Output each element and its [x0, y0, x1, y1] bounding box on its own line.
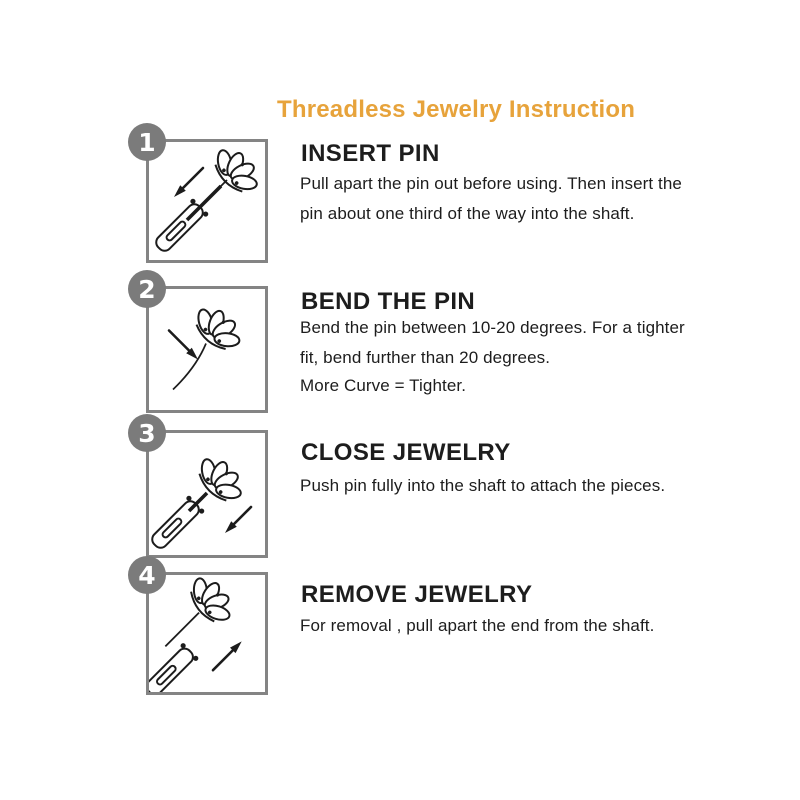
step-2-body-line-2: fit, bend further than 20 degrees.: [300, 348, 551, 367]
page-title: Threadless Jewelry Instruction: [277, 96, 636, 123]
step-1-heading: INSERT PIN: [301, 140, 440, 167]
step-1-number-badge: [128, 123, 166, 161]
step-3-body-line-1: Push pin fully into the shaft to attach the pieces.: [300, 476, 666, 495]
step-3-number-badge: [128, 414, 166, 452]
step-2-illustration-box: [146, 286, 268, 413]
arrow-down-right-icon: [169, 331, 198, 360]
illustration-insert-pin: [149, 142, 265, 260]
step-2-number: 2: [138, 274, 156, 304]
step-2-heading: BEND THE PIN: [301, 288, 476, 315]
arrow-up-right-icon: [213, 641, 242, 670]
step-4-illustration-box: [146, 572, 268, 695]
step-3-heading: CLOSE JEWELRY: [301, 439, 511, 466]
step-2-body-line-1: Bend the pin between 10-20 degrees. For a tighter: [300, 318, 685, 337]
step-1-number: 1: [138, 127, 156, 157]
step-3-illustration-box: [146, 430, 268, 558]
step-4-number-badge: [128, 556, 166, 594]
illustration-remove-jewelry: [149, 575, 265, 692]
step-4-body-line-1: For removal , pull apart the end from the shaft.: [300, 616, 655, 635]
illustration-close-jewelry: [149, 433, 265, 555]
step-1-body-line-2: pin about one third of the way into the shaft.: [300, 204, 635, 223]
step-1-body-line-1: Pull apart the pin out before using. Then insert the: [300, 174, 682, 193]
step-1-illustration-box: [146, 139, 268, 263]
arrow-down-left-icon: [174, 168, 203, 197]
arrow-down-left-icon: [225, 507, 251, 533]
step-2-number-badge: [128, 270, 166, 308]
step-2-body-line-3: More Curve = Tighter.: [300, 376, 467, 395]
illustration-bend-pin: [149, 289, 265, 410]
step-4-number: 4: [138, 560, 156, 590]
step-4-heading: REMOVE JEWELRY: [301, 581, 533, 608]
step-3-number: 3: [138, 418, 156, 448]
